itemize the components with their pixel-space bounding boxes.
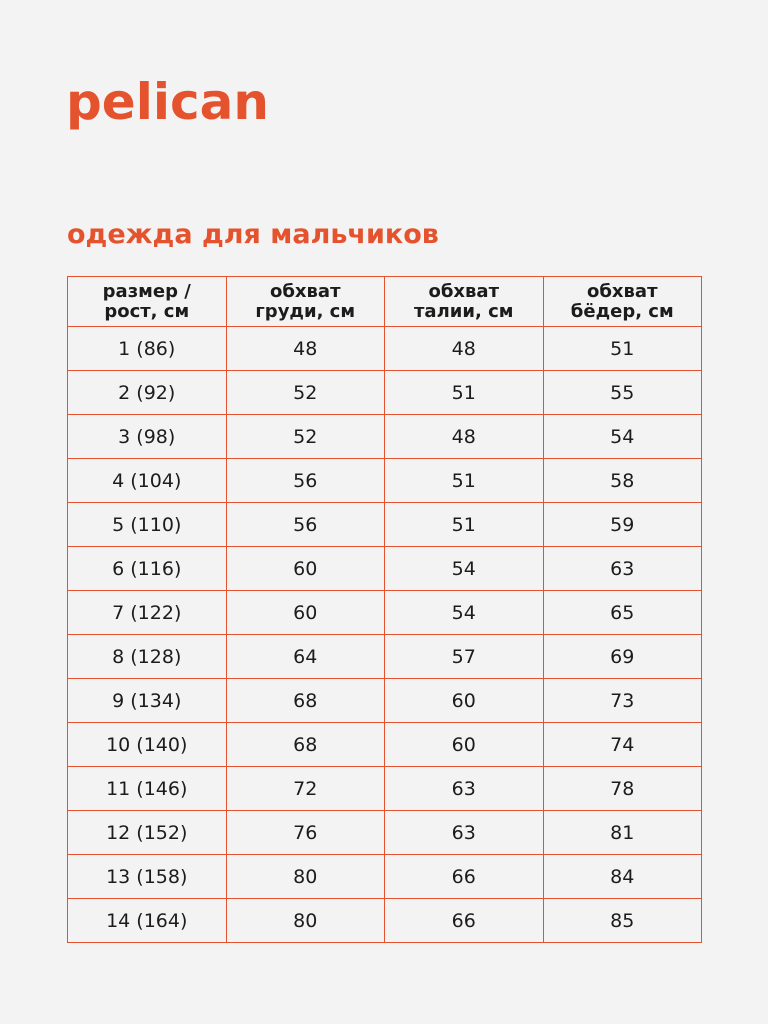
cell-waist: 60 xyxy=(385,723,544,767)
brand-logo: pelican xyxy=(66,73,269,131)
cell-waist: 57 xyxy=(385,635,544,679)
cell-waist: 66 xyxy=(385,855,544,899)
cell-size-height: 6 (116) xyxy=(68,547,227,591)
table-header-row xyxy=(68,277,702,327)
cell-chest: 68 xyxy=(226,723,385,767)
cell-chest: 56 xyxy=(226,503,385,547)
cell-chest: 56 xyxy=(226,459,385,503)
cell-hips: 84 xyxy=(543,855,702,899)
table-row xyxy=(68,371,702,415)
cell-chest: 64 xyxy=(226,635,385,679)
table-row xyxy=(68,855,702,899)
header-hips xyxy=(543,277,702,327)
cell-hips: 63 xyxy=(543,547,702,591)
cell-waist: 54 xyxy=(385,591,544,635)
cell-hips: 54 xyxy=(543,415,702,459)
table-row xyxy=(68,899,702,943)
header-line: размер / xyxy=(102,280,191,302)
table-row xyxy=(68,547,702,591)
cell-size-height: 5 (110) xyxy=(68,503,227,547)
header-line: рост, см xyxy=(104,300,190,322)
cell-hips: 85 xyxy=(543,899,702,943)
table-row xyxy=(68,327,702,371)
cell-chest: 60 xyxy=(226,547,385,591)
cell-chest: 52 xyxy=(226,415,385,459)
header-chest xyxy=(226,277,385,327)
table-row xyxy=(68,767,702,811)
cell-size-height: 8 (128) xyxy=(68,635,227,679)
cell-chest: 68 xyxy=(226,679,385,723)
cell-waist: 48 xyxy=(385,415,544,459)
cell-hips: 58 xyxy=(543,459,702,503)
cell-hips: 81 xyxy=(543,811,702,855)
cell-waist: 60 xyxy=(385,679,544,723)
header-line: груди, см xyxy=(255,300,356,322)
header-line: обхват xyxy=(586,280,658,302)
cell-waist: 63 xyxy=(385,811,544,855)
table-row xyxy=(68,811,702,855)
table-row xyxy=(68,459,702,503)
table-row xyxy=(68,679,702,723)
cell-chest: 72 xyxy=(226,767,385,811)
cell-waist: 66 xyxy=(385,899,544,943)
cell-size-height: 13 (158) xyxy=(68,855,227,899)
cell-size-height: 12 (152) xyxy=(68,811,227,855)
header-line: обхват xyxy=(428,280,499,302)
header-line: обхват xyxy=(269,280,341,302)
table-row xyxy=(68,591,702,635)
cell-waist: 48 xyxy=(385,327,544,371)
header-line: бёдер, см xyxy=(570,300,674,322)
cell-hips: 65 xyxy=(543,591,702,635)
cell-hips: 55 xyxy=(543,371,702,415)
cell-hips: 73 xyxy=(543,679,702,723)
cell-waist: 54 xyxy=(385,547,544,591)
cell-waist: 63 xyxy=(385,767,544,811)
cell-chest: 80 xyxy=(226,855,385,899)
cell-chest: 60 xyxy=(226,591,385,635)
cell-size-height: 14 (164) xyxy=(68,899,227,943)
header-waist xyxy=(385,277,544,327)
header-line: талии, см xyxy=(414,300,514,322)
table-row xyxy=(68,503,702,547)
cell-hips: 74 xyxy=(543,723,702,767)
cell-size-height: 10 (140) xyxy=(68,723,227,767)
cell-hips: 69 xyxy=(543,635,702,679)
cell-waist: 51 xyxy=(385,371,544,415)
cell-size-height: 3 (98) xyxy=(68,415,227,459)
cell-size-height: 11 (146) xyxy=(68,767,227,811)
table-row xyxy=(68,415,702,459)
table-row xyxy=(68,635,702,679)
cell-size-height: 4 (104) xyxy=(68,459,227,503)
cell-waist: 51 xyxy=(385,459,544,503)
cell-chest: 48 xyxy=(226,327,385,371)
cell-size-height: 9 (134) xyxy=(68,679,227,723)
cell-chest: 52 xyxy=(226,371,385,415)
section-title: одежда для мальчиков xyxy=(67,219,439,250)
cell-chest: 80 xyxy=(226,899,385,943)
table-row xyxy=(68,723,702,767)
cell-size-height: 2 (92) xyxy=(68,371,227,415)
cell-chest: 76 xyxy=(226,811,385,855)
cell-hips: 78 xyxy=(543,767,702,811)
cell-waist: 51 xyxy=(385,503,544,547)
cell-hips: 51 xyxy=(543,327,702,371)
size-chart-table xyxy=(67,276,702,943)
header-size-height xyxy=(68,277,227,327)
cell-size-height: 7 (122) xyxy=(68,591,227,635)
cell-size-height: 1 (86) xyxy=(68,327,227,371)
cell-hips: 59 xyxy=(543,503,702,547)
